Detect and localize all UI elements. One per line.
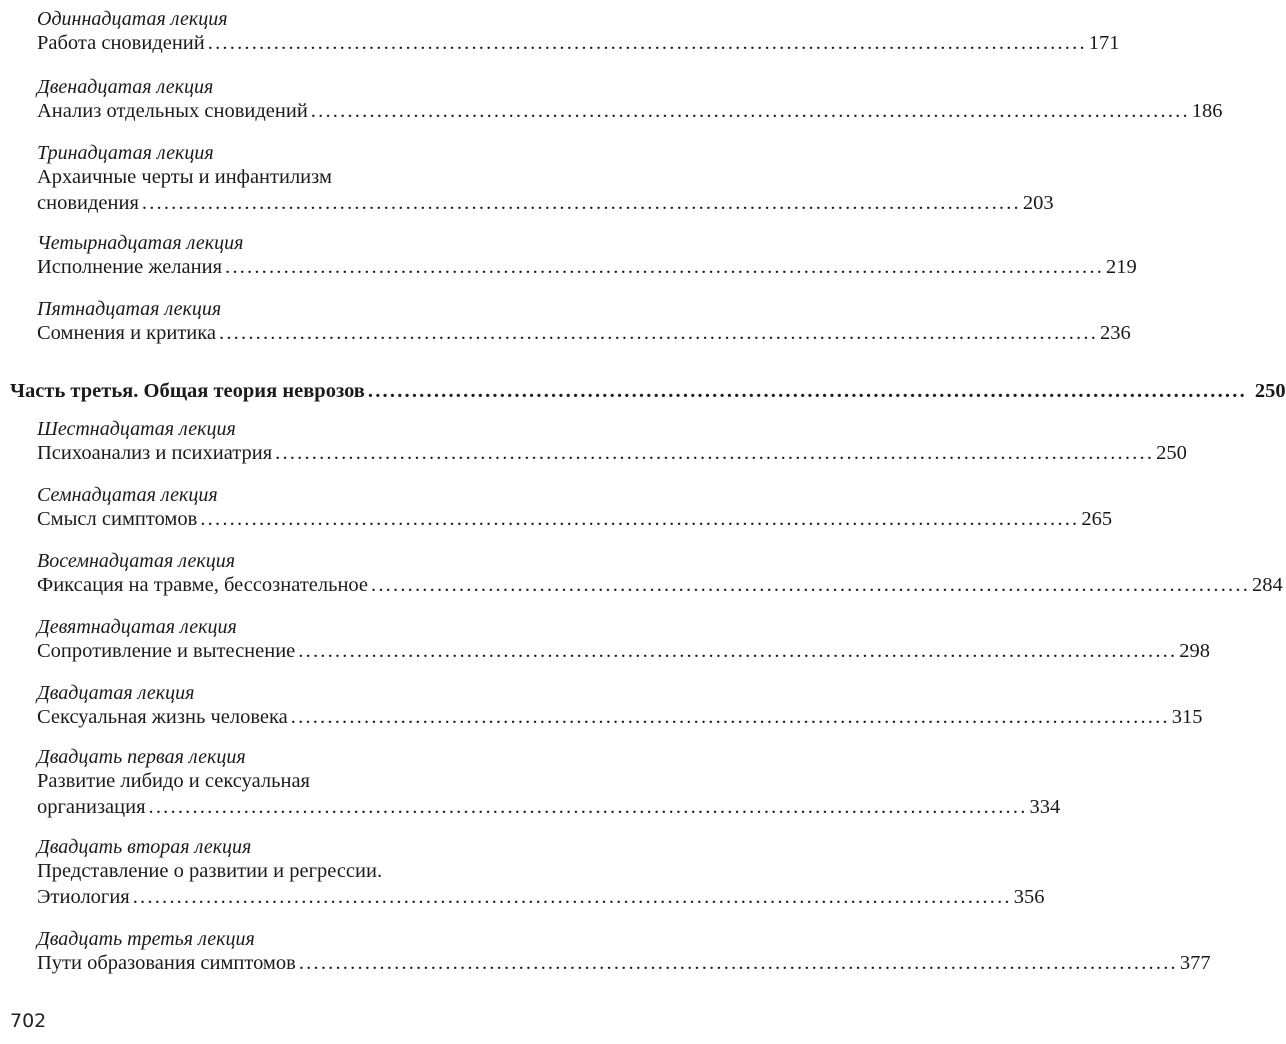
dot-leader: ........................................................................................................................ — [132, 886, 1012, 908]
lecture-label: Семнадцатая лекция — [37, 484, 218, 506]
lecture-label: Четырнадцатая лекция — [37, 232, 244, 254]
page-ref: 171 — [1088, 32, 1120, 54]
lecture-label: Девятнадцатая лекция — [37, 616, 237, 638]
page-ref: 186 — [1191, 100, 1223, 122]
lecture-label: Двенадцатая лекция — [37, 76, 214, 98]
toc-entry[interactable] — [37, 928, 1211, 976]
dot-leader: ........................................................................................................................ — [207, 32, 1087, 54]
page-ref: 250 — [1156, 442, 1187, 464]
dot-leader: ........................................................................................................................ — [225, 256, 1105, 278]
page-ref: 298 — [1179, 640, 1211, 662]
lecture-label: Восемнадцатая лекция — [37, 550, 235, 572]
entry-title-line — [37, 190, 1054, 216]
entry-title: Сопротивление и вытеснение — [37, 640, 296, 662]
lecture-label: Одиннадцатая лекция — [37, 8, 228, 30]
lecture-label: Пятнадцатая лекция — [37, 298, 222, 320]
entry-title-line — [37, 320, 1131, 346]
entry-title: сновидения — [37, 192, 139, 214]
dot-leader: ........................................................................................................................ — [200, 508, 1080, 530]
entry-title: Исполнение желания — [37, 256, 223, 278]
dot-leader: ........................................................................................................................ — [310, 100, 1190, 122]
entry-title: Развитие либидо и сексуальная — [37, 770, 310, 792]
toc-entry[interactable] — [37, 550, 1283, 598]
entry-title-line — [37, 638, 1211, 664]
toc-entry[interactable] — [37, 836, 1045, 910]
dot-leader: ........................................................................................................................ — [148, 796, 1028, 818]
toc-entry[interactable] — [37, 298, 1131, 346]
toc-entry[interactable] — [37, 484, 1113, 532]
part-page: 250 — [1254, 380, 1286, 402]
entry-title-line — [37, 858, 548, 884]
dot-leader: ........................................................................................................................ — [367, 380, 1247, 402]
entry-title: Этиология — [37, 886, 130, 908]
entry-title: Представление о развитии и регрессии. — [37, 860, 383, 882]
lecture-label: Шестнадцатая лекция — [37, 418, 236, 440]
toc-entry[interactable] — [37, 232, 1137, 280]
entry-title: Смысл симптомов — [37, 508, 198, 530]
entry-title-line — [37, 506, 1113, 532]
page-ref: 315 — [1171, 706, 1203, 728]
entry-title-line — [37, 950, 1211, 976]
entry-title: Психоанализ и психиатрия — [37, 442, 273, 464]
entry-title-line — [37, 98, 1223, 124]
entry-title: Пути образования симптомов — [37, 952, 296, 974]
entry-title-line — [37, 794, 1061, 820]
lecture-label: Двадцать вторая лекция — [37, 836, 252, 858]
entry-title-line — [37, 440, 1187, 466]
dot-leader: ........................................................................................................................ — [290, 706, 1170, 728]
page-ref: 334 — [1029, 796, 1061, 818]
part-title: Часть третья. Общая теория неврозов — [10, 380, 365, 402]
toc-entry[interactable] — [37, 8, 1120, 56]
entry-title-line — [37, 164, 548, 190]
lecture-label: Тринадцатая лекция — [37, 142, 214, 164]
entry-title-line — [37, 572, 1283, 598]
entry-title: организация — [37, 796, 146, 818]
toc-entry[interactable] — [37, 746, 1061, 820]
entry-title-line — [37, 704, 1203, 730]
dot-leader: ........................................................................................................................ — [275, 442, 1155, 464]
entry-title-line — [37, 254, 1137, 280]
dot-leader: ........................................................................................................................ — [371, 574, 1251, 596]
entry-title: Архаичные черты и инфантилизм — [37, 166, 332, 188]
toc-entry[interactable] — [37, 418, 1187, 466]
dot-leader: ........................................................................................................................ — [298, 640, 1178, 662]
lecture-label: Двадцатая лекция — [37, 682, 195, 704]
entry-title: Анализ отдельных сновидений — [37, 100, 308, 122]
entry-title-line — [37, 30, 1120, 56]
dot-leader: ........................................................................................................................ — [298, 952, 1178, 974]
entry-title: Сомнения и критика — [37, 322, 217, 344]
part-heading — [10, 378, 1286, 404]
entry-title: Фиксация на травме, бессознательное — [37, 574, 369, 596]
toc-entry[interactable] — [37, 76, 1223, 124]
page-ref: 236 — [1100, 322, 1131, 344]
page-ref: 203 — [1022, 192, 1054, 214]
entry-title-line — [37, 884, 1045, 910]
entry-title-line — [37, 768, 548, 794]
page-ref: 377 — [1179, 952, 1211, 974]
dot-leader: ........................................................................................................................ — [141, 192, 1021, 214]
lecture-label: Двадцать третья лекция — [37, 928, 255, 950]
toc-entry[interactable] — [37, 142, 1054, 216]
page-ref: 265 — [1081, 508, 1113, 530]
page-ref: 284 — [1252, 574, 1283, 596]
entry-title: Работа сновидений — [37, 32, 205, 54]
dot-leader: ........................................................................................................................ — [219, 322, 1099, 344]
page-ref: 356 — [1013, 886, 1045, 908]
toc-entry[interactable] — [37, 682, 1203, 730]
page-ref: 219 — [1106, 256, 1137, 278]
toc-entry[interactable] — [37, 616, 1211, 664]
page-number: 702 — [10, 1010, 47, 1032]
lecture-label: Двадцать первая лекция — [37, 746, 246, 768]
entry-title: Сексуальная жизнь человека — [37, 706, 288, 728]
